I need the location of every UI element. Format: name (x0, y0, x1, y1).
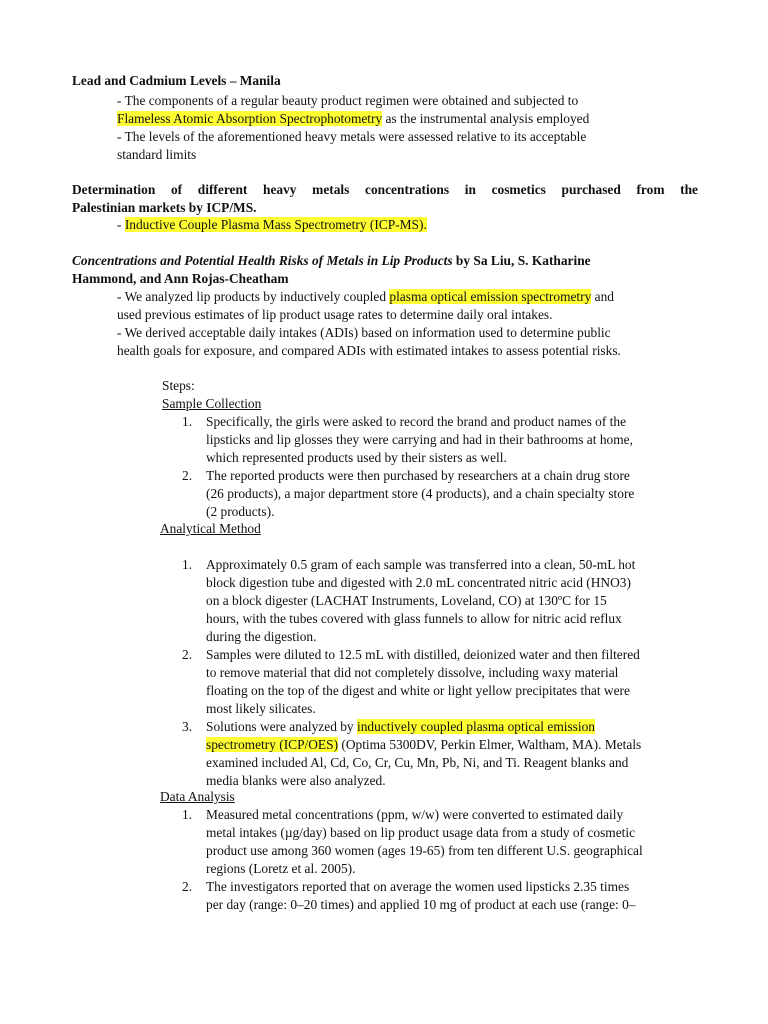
list-item: 1. Specifically, the girls were asked to record the brand and product names of the lipsticks and lip glosses they were carrying and had in their bathrooms at home, which represented products used by their sisters as well. (182, 414, 633, 465)
highlighted-text: Flameless Atomic Absorption Spectrophotometry (117, 111, 383, 126)
text-line: - The levels of the aforementioned heavy metals were assessed relative to its acceptable (117, 129, 587, 144)
analytical-method-list (182, 556, 697, 790)
subheading-data-analysis: Data Analysis (160, 789, 235, 804)
section2-body: - Inductive Couple Plasma Mass Spectrometry (ICP-MS). (117, 217, 427, 232)
text-line: Flameless Atomic Absorption Spectrophotometry as the instrumental analysis employed (117, 111, 590, 126)
section-heading-manila: Lead and Cadmium Levels – Manila (72, 73, 281, 88)
text-line: - We analyzed lip products by inductively coupled plasma optical emission spectrometry and (117, 289, 614, 304)
subheading-sample-collection: Sample Collection (162, 396, 262, 411)
list-item: 3. Solutions were analyzed by inductively coupled plasma optical emission spectrometry (ICP/OES) (Optima 5300DV, Perkin Elmer, Waltham, MA). Metals examined included Al, Cd, Co, Cr, Cu, Mn, Pb, Ni, and Ti. Reagent blanks and media blanks were also analyzed. (182, 719, 642, 788)
sample-collection-list (182, 413, 697, 521)
section3-body (117, 288, 677, 360)
text-line: - We derived acceptable daily intakes (ADIs) based on information used to determine public (117, 325, 611, 340)
highlighted-text: Inductive Couple Plasma Mass Spectrometry (ICP-MS). (124, 217, 427, 232)
highlighted-text: inductively coupled plasma optical emission (356, 719, 595, 734)
article-title: Concentrations and Potential Health Risks of Metals in Lip Products by Sa Liu, S. Katharine Hammond, and Ann Rojas-Cheatham (72, 253, 591, 286)
list-item: 1. Measured metal concentrations (ppm, w/w) were converted to estimated daily metal intakes (µg/day) based on lip product usage data from a study of cosmetic product use among 360 women (ages 19-65) from ten different U.S. geographical regions (Loretz et al. 2005). (182, 807, 643, 876)
text-line: used previous estimates of lip product usage rates to determine daily oral intakes. (117, 307, 553, 322)
steps-label: Steps: (162, 378, 195, 393)
data-analysis-list (182, 806, 697, 914)
section-heading-palestinian: Determination of different heavy metals concentrations in cosmetics purchased from the Palestinian markets by ICP/MS. (72, 182, 698, 215)
text-line: health goals for exposure, and compared ADIs with estimated intakes to assess potential risks. (117, 343, 621, 358)
highlighted-text: plasma optical emission spectrometry (389, 289, 592, 304)
text-line: standard limits (117, 147, 197, 162)
section1-body (117, 92, 677, 164)
list-item: 1. Approximately 0.5 gram of each sample was transferred into a clean, 50-mL hot block digestion tube and digested with 2.0 mL concentrated nitric acid (HNO3) on a block digester (LACHAT Instruments, Loveland, CO) at 130ºC for 15 hours, with the tubes covered with glass funnels to allow for nitric acid reflux during the digestion. (182, 557, 636, 644)
text-line: - The components of a regular beauty product regimen were obtained and subjected to (117, 93, 579, 108)
list-item: 2. The investigators reported that on average the women used lipsticks 2.35 times per day (range: 0–20 times) and applied 10 mg of product at each use (range: 0– (182, 879, 636, 912)
list-item: 2. The reported products were then purchased by researchers at a chain drug store (26 products), a major department store (4 products), and a chain specialty store (2 products). (182, 468, 635, 519)
highlighted-text: spectrometry (ICP/OES) (206, 737, 339, 752)
subheading-analytical-method: Analytical Method (160, 521, 261, 536)
list-item: 2. Samples were diluted to 12.5 mL with distilled, deionized water and then filtered to remove material that did not completely dissolve, including waxy material floating on the top of the digest and white or light yellow precipitates that were most likely silicates. (182, 647, 640, 716)
